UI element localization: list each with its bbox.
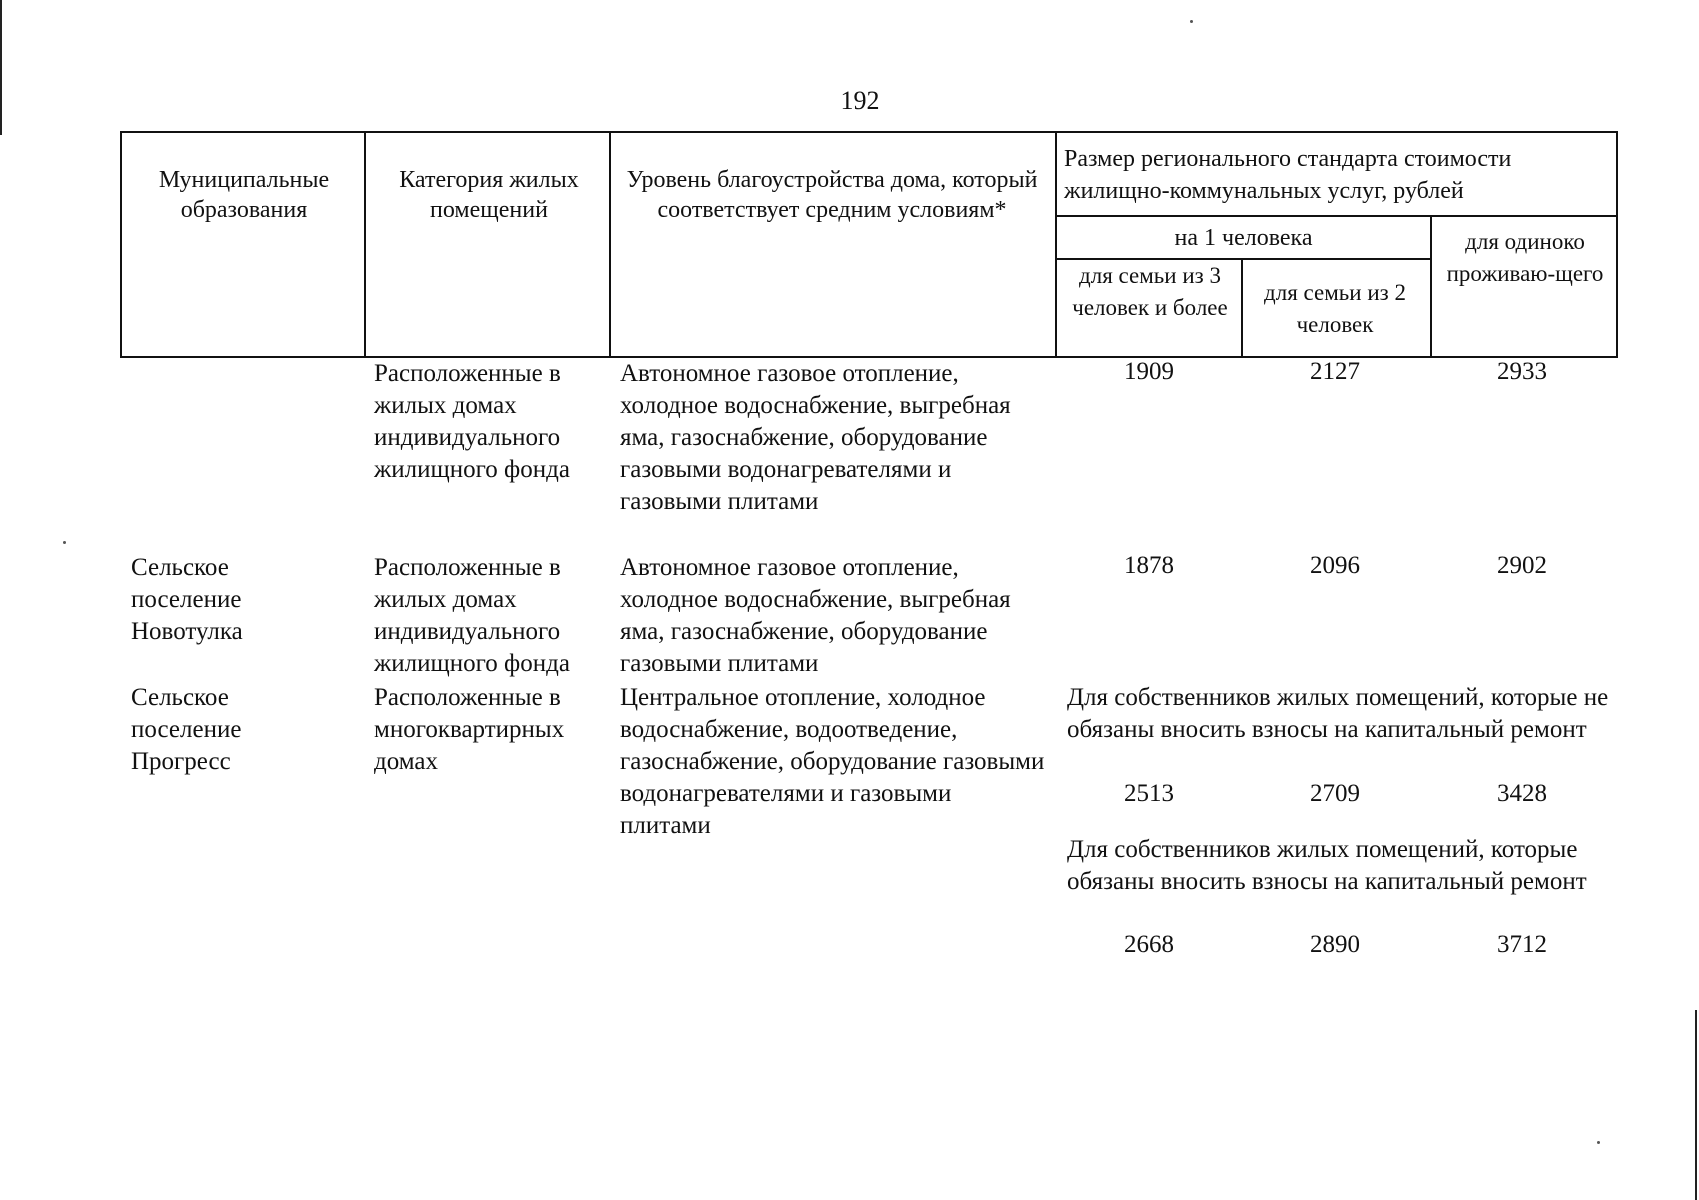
row3-group1-single: 3428 — [1497, 780, 1547, 807]
row3-category: Расположенные в многоквартирных домах — [374, 684, 565, 775]
header-category: Категория жилых помещений — [399, 167, 579, 223]
header-single: для одиноко проживаю-щего — [1446, 229, 1604, 286]
scan-speck — [1190, 20, 1193, 23]
row3-municipality: Сельское поселение Прогресс — [131, 684, 242, 775]
header-family-3: для семьи из 3 человек и более — [1072, 263, 1228, 320]
row1-family3: 1909 — [1124, 358, 1174, 385]
page-number: 192 — [840, 86, 880, 115]
row3-group2-family2: 2890 — [1310, 931, 1360, 958]
scan-edge-right — [1695, 1010, 1697, 1200]
row1-amenities: Автономное газовое отопление, холодное водоснабжение, выгребная яма, газоснабжение, оборудование газовыми водонагревателями и газовыми плитами — [620, 360, 1011, 515]
row3-amenities: Центральное отопление, холодное водоснабжение, водоотведение, газоснабжение, оборудование газовыми водонагревателями и газовыми плитами — [620, 684, 1045, 839]
header-municipality: Муниципальные образования — [158, 167, 330, 223]
header-standard-size: Размер регионального стандарта стоимости жилищно-коммунальных услуг, рублей — [1064, 146, 1512, 204]
row3-group1-family3: 2513 — [1124, 780, 1174, 807]
row3-group2-single: 3712 — [1497, 931, 1547, 958]
row2-family2: 2096 — [1310, 552, 1360, 579]
row2-category: Расположенные в жилых домах индивидуального жилищного фонда — [374, 554, 570, 677]
header-per-person: на 1 человека — [1174, 225, 1313, 251]
header-family-2: для семьи из 2 человек — [1264, 280, 1406, 337]
row3-group1-family2: 2709 — [1310, 780, 1360, 807]
scan-speck — [1597, 1141, 1600, 1144]
row1-single: 2933 — [1497, 358, 1547, 385]
row2-municipality: Сельское поселение Новотулка — [131, 554, 243, 645]
row3-group1-note: Для собственников жилых помещений, которые не обязаны вносить взносы на капитальный ремонт — [1067, 684, 1609, 743]
row2-amenities: Автономное газовое отопление, холодное водоснабжение, выгребная яма, газоснабжение, оборудование газовыми плитами — [620, 554, 1011, 677]
row2-family3: 1878 — [1124, 552, 1174, 579]
row3-group2-note: Для собственников жилых помещений, которые обязаны вносить взносы на капитальный ремонт — [1067, 836, 1587, 895]
row2-single: 2902 — [1497, 552, 1547, 579]
table-header — [120, 131, 1618, 358]
scan-speck — [63, 541, 66, 544]
row1-family2: 2127 — [1310, 358, 1360, 385]
row3-group2-family3: 2668 — [1124, 931, 1174, 958]
row1-category: Расположенные в жилых домах индивидуального жилищного фонда — [374, 360, 570, 483]
header-amenity-level: Уровень благоустройства дома, который соответствует средним условиям* — [626, 167, 1038, 223]
